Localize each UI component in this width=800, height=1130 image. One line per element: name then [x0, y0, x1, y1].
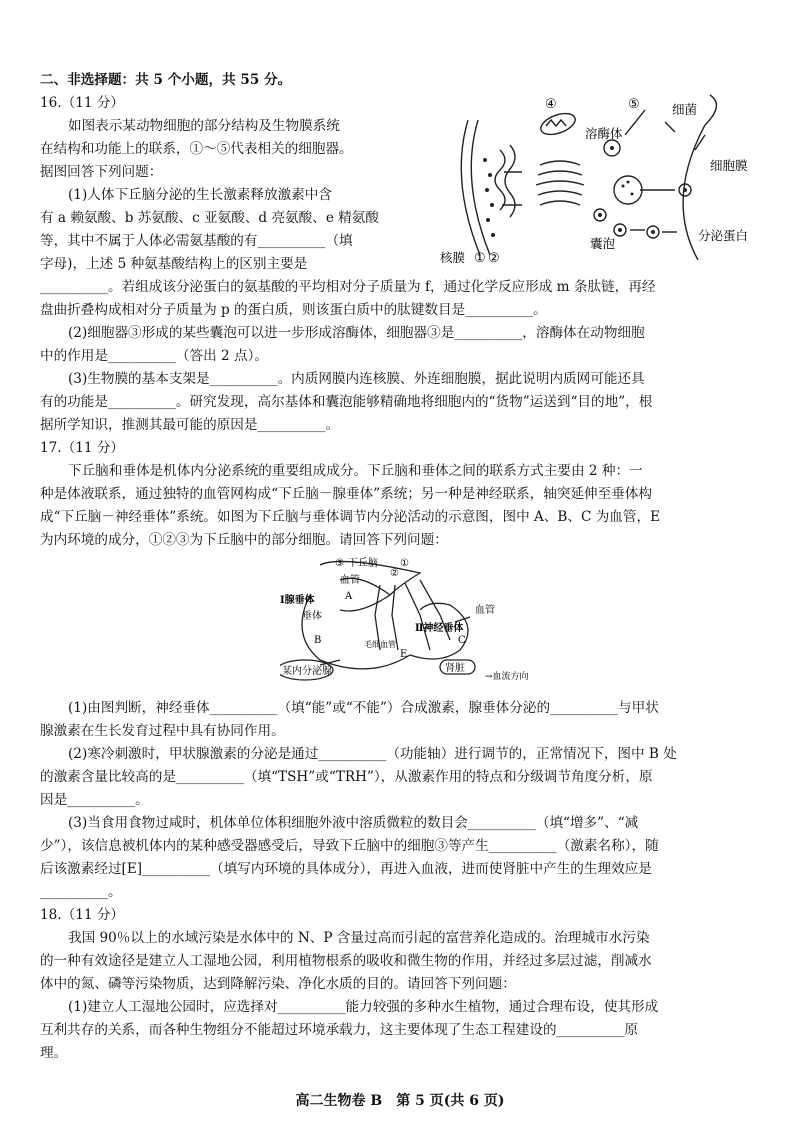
- fig17-label-2: ②: [390, 568, 399, 579]
- q17-line: 下丘脑和垂体是机体内分泌系统的重要组成成分。下丘脑和垂体之间的联系方式主要由 2 种：一: [68, 463, 643, 479]
- fig17-label-vessel2: 血管: [475, 605, 495, 616]
- fig17-label-b: B: [314, 635, 322, 646]
- fig-label-4: ④: [545, 97, 557, 112]
- q16-line: 在结构和功能上的联系，①～⑤代表相关的细胞器。: [40, 141, 353, 157]
- fig17-label-flow: →血流方向: [485, 672, 529, 682]
- q18-line: 互利共存的关系，而各种生物组分不能超过环境承载力，这主要体现了生态工程建设的__________原: [40, 1022, 639, 1038]
- q17-answer-line: __________。: [40, 884, 122, 900]
- fig17-label-1: ①: [400, 558, 409, 569]
- section-title: 二、非选择题：共 5 个小题，共 55 分。: [40, 72, 292, 88]
- q16-line: 如图表示某动物细胞的部分结构及生物膜系统: [68, 118, 340, 134]
- q16-line: 字母)，上述 5 种氨基酸结构上的区别主要是: [40, 256, 308, 272]
- fig17-label-capillary: 毛细血管: [364, 640, 396, 649]
- fig-label-2: ②: [488, 251, 500, 266]
- page-footer: 高二生物卷 B 第 5 页(共 6 页): [295, 1093, 505, 1109]
- q18-line: 我国 90％以上的水域污染是水体中的 N、P 含量过高而引起的富营养化造成的。治理城市水污染: [68, 930, 650, 946]
- fig17-label-adeno: Ⅰ腺垂体: [280, 595, 315, 606]
- q16-line: (3)生物膜的基本支架是__________。内质网膜内连核膜、外连细胞膜，据此说明内质网可能还具: [68, 371, 645, 387]
- fig17-label-neuro: Ⅱ神经垂体: [415, 623, 464, 634]
- q17-answer-line: 少”），该信息被机体内的某种感受器感受后，导致下丘脑中的细胞③等产生__________（激素名称），随: [40, 838, 659, 854]
- fig-label-nucleus: 核膜: [440, 250, 466, 265]
- q16-line: 据所学知识，推测其最可能的原因是__________。: [40, 417, 340, 433]
- q18-number: 18.（11 分）: [40, 907, 125, 923]
- q17-answer-line: (2)寒冷刺激时，甲状腺激素的分泌是通过__________（功能轴）进行调节的，正常情况下，图中 B 处: [68, 746, 677, 762]
- fig-label-lysosome: 溶酶体: [585, 126, 623, 141]
- fig17-label-stalk: 垂体: [302, 611, 322, 622]
- q16-line: 等，其中不属于人体必需氨基酸的有__________（填: [40, 233, 353, 249]
- fig-label-1: ①: [474, 251, 486, 266]
- fig-label-bacteria: 细菌: [672, 102, 698, 117]
- q17-number: 17.（11 分）: [40, 440, 125, 456]
- q16-line: (1)人体下丘脑分泌的生长激素释放激素中含: [68, 187, 332, 203]
- q16-line: 中的作用是__________（答出 2 点）。: [40, 348, 268, 364]
- q16-line: 据图回答下列问题：: [40, 164, 163, 180]
- fig17-label-c: C: [458, 635, 466, 646]
- fig17-label-vessel: 血管: [340, 575, 360, 586]
- q17-answer-line: 腺激素在生长发育过程中具有协同作用。: [40, 723, 285, 739]
- q17-answer-line: 的激素含量比较高的是__________（填“TSH”或“TRH”），从激素作用的特点和分级调节角度分析，原: [40, 769, 653, 785]
- fig17-label-hypo: 下丘脑: [348, 558, 378, 569]
- fig17-label-endocrine: 某内分泌腺: [282, 666, 332, 677]
- cell-structure-diagram: [440, 90, 770, 270]
- q16-number: 16.（11 分）: [40, 95, 125, 111]
- q18-line: 的一种有效途径是建立人工湿地公园，利用植物根系的吸收和微生物的作用，并经过多层过滤，削减水: [40, 953, 652, 969]
- fig-label-5: ⑤: [628, 97, 640, 112]
- fig17-label-a: A: [345, 591, 353, 602]
- hypothalamus-pituitary-diagram: [280, 555, 540, 690]
- q18-line: 理。: [40, 1045, 68, 1061]
- q17-line: 种是体液联系，通过独特的血管网构成“下丘脑－腺垂体”系统；另一种是神经联系，轴突延伸至垂体构: [40, 486, 653, 502]
- q17-line: 为内环境的成分，①②③为下丘脑中的部分细胞。请回答下列问题：: [40, 532, 448, 548]
- q16-line: __________。若组成该分泌蛋白的氨基酸的平均相对分子质量为 f，通过化学反应形成 m 条肽链，再经: [40, 279, 656, 295]
- q17-answer-line: (3)当食用食物过咸时，机体单位体积细胞外液中溶质微粒的数目会__________（填“增多”、“减: [68, 815, 639, 831]
- fig17-label-kidney: 肾脏: [445, 663, 465, 674]
- fig-label-membrane: 细胞膜: [710, 158, 748, 173]
- q16-line: 有 a 赖氨酸、b 苏氨酸、c 亚氨酸、d 亮氨酸、e 精氨酸: [40, 210, 379, 226]
- q16-line: 盘曲折叠构成相对分子质量为 p 的蛋白质，则该蛋白质中的肽键数目是__________。: [40, 302, 547, 318]
- q16-line: 有的功能是__________。研究发现，高尔基体和囊泡能够精确地将细胞内的“货物”运送到“目的地”，根: [40, 394, 653, 410]
- q18-line: (1)建立人工湿地公园时，应选择对__________能力较强的多种水生植物，通过合理布设，使其形成: [68, 999, 659, 1015]
- q16-line: (2)细胞器③形成的某些囊泡可以进一步形成溶酶体，细胞器③是__________，溶酶体在动物细胞: [68, 325, 645, 341]
- fig17-label-e: E: [400, 649, 408, 660]
- fig-label-vesicle: 囊泡: [590, 236, 616, 251]
- q17-answer-line: (1)由图判断，神经垂体__________（填“能”或“不能”）合成激素，腺垂体分泌的__________与甲状: [68, 700, 659, 716]
- q17-line: 成“下丘脑－神经垂体”系统。如图为下丘脑与垂体调节内分泌活动的示意图，图中 A、B、C 为血管，E: [40, 509, 661, 525]
- q17-answer-line: 后该激素经过[E]__________（填写内环境的具体成分），再进入血液，进而使肾脏中产生的生理效应是: [40, 861, 652, 877]
- fig17-label-3: ③: [335, 558, 344, 569]
- q17-answer-line: 因是__________。: [40, 792, 149, 808]
- fig-label-secreted: 分泌蛋白: [698, 228, 749, 243]
- q18-line: 体中的氮、磷等污染物质，达到降解污染、净化水质的目的。请回答下列问题：: [40, 976, 516, 992]
